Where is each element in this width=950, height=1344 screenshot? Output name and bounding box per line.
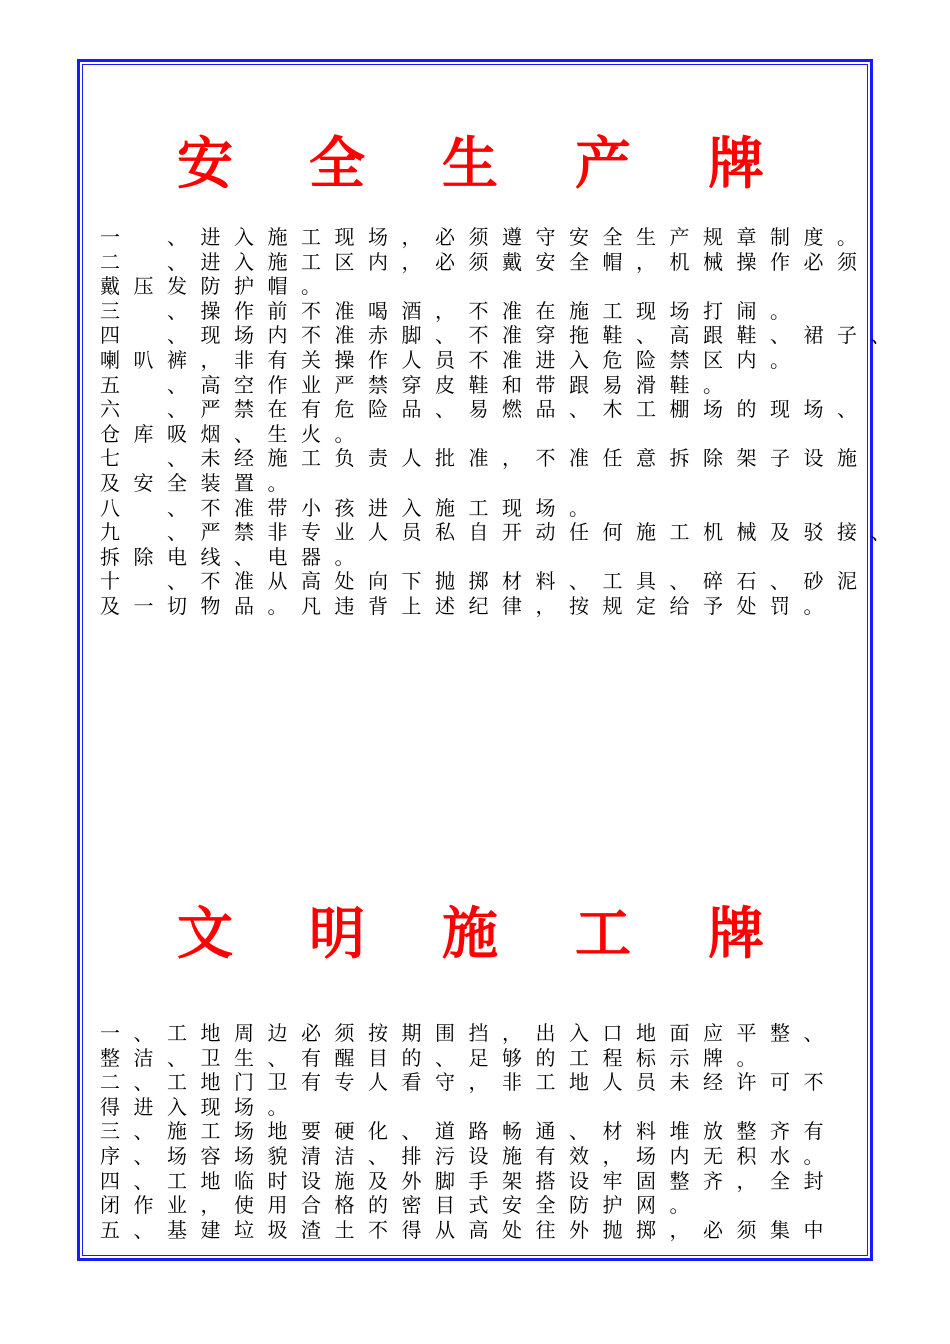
title-char: 文 [177, 902, 233, 967]
title-char: 牌 [708, 902, 764, 967]
rule-line: 四、工地临时设施及外脚手架搭设牢固整齐，全封 [100, 1168, 837, 1193]
title-char: 产 [575, 132, 631, 197]
title-char: 工 [575, 902, 631, 967]
safety-production-title [100, 130, 850, 200]
rule-line: 及安全装置。 [100, 470, 301, 495]
civilized-rules [100, 1021, 880, 1242]
rule-line: 七 、未经施工负责人批准，不准任意拆除架子设施 [100, 446, 871, 471]
rule-line: 闭作业，使用合格的密目式安全防护网。 [100, 1193, 703, 1218]
title-char: 全 [309, 132, 365, 197]
rule-line: 四 、现场内不准赤脚、不准穿拖鞋、高跟鞋、裙子、 [100, 323, 904, 348]
rule-line: 及一切物品。凡违背上述纪律，按规定给予处罚。 [100, 593, 837, 618]
rule-line: 九 、严禁非专业人员私自开动任何施工机械及驳接、 [100, 520, 904, 545]
rule-line: 一 、进入施工现场，必须遵守安全生产规章制度。 [100, 225, 871, 249]
rule-line: 喇叭裤，非有关操作人员不准进入危险禁区内。 [100, 347, 804, 372]
title-char: 牌 [708, 132, 764, 197]
title-char: 明 [309, 902, 365, 967]
rule-line: 二 、进入施工区内，必须戴安全帽，机械操作必须 [100, 249, 871, 274]
rule-line: 五、基建垃圾渣土不得从高处往外抛掷，必须集中 [100, 1217, 837, 1242]
civilized-construction-title [100, 900, 850, 970]
rule-line: 五 、高空作业严禁穿皮鞋和带跟易滑鞋。 [100, 372, 737, 397]
rule-line: 戴压发防护帽。 [100, 274, 335, 299]
rule-line: 三 、操作前不准喝酒，不准在施工现场打闹。 [100, 298, 804, 323]
rule-line: 二、工地门卫有专人看守，非工地人员未经许可不 [100, 1070, 837, 1095]
rule-line: 八 、不准带小孩进入施工现场。 [100, 495, 603, 520]
rule-line: 序、场容场貌清洁、排污设施有效，场内无积水。 [100, 1143, 837, 1168]
rule-line: 十 、不准从高处向下抛掷材料、工具、碎石、砂泥 [100, 569, 871, 594]
rule-line: 三、施工场地要硬化、道路畅通、材料堆放整齐有 [100, 1119, 837, 1144]
title-char: 安 [177, 132, 233, 197]
rule-line: 整洁、卫生、有醒目的、足够的工程标示牌。 [100, 1045, 770, 1070]
rule-line: 一、工地周边必须按期围挡，出入口地面应平整、 [100, 1021, 837, 1045]
safety-rules [100, 225, 904, 619]
title-char: 施 [442, 902, 498, 967]
rule-line: 仓库吸烟、生火。 [100, 421, 368, 446]
title-char: 生 [442, 132, 498, 197]
rule-line: 六 、严禁在有危险品、易燃品、木工棚场的现场、 [100, 397, 871, 422]
rule-line: 拆除电线、电器。 [100, 544, 368, 569]
rule-line: 得进入现场。 [100, 1094, 301, 1119]
